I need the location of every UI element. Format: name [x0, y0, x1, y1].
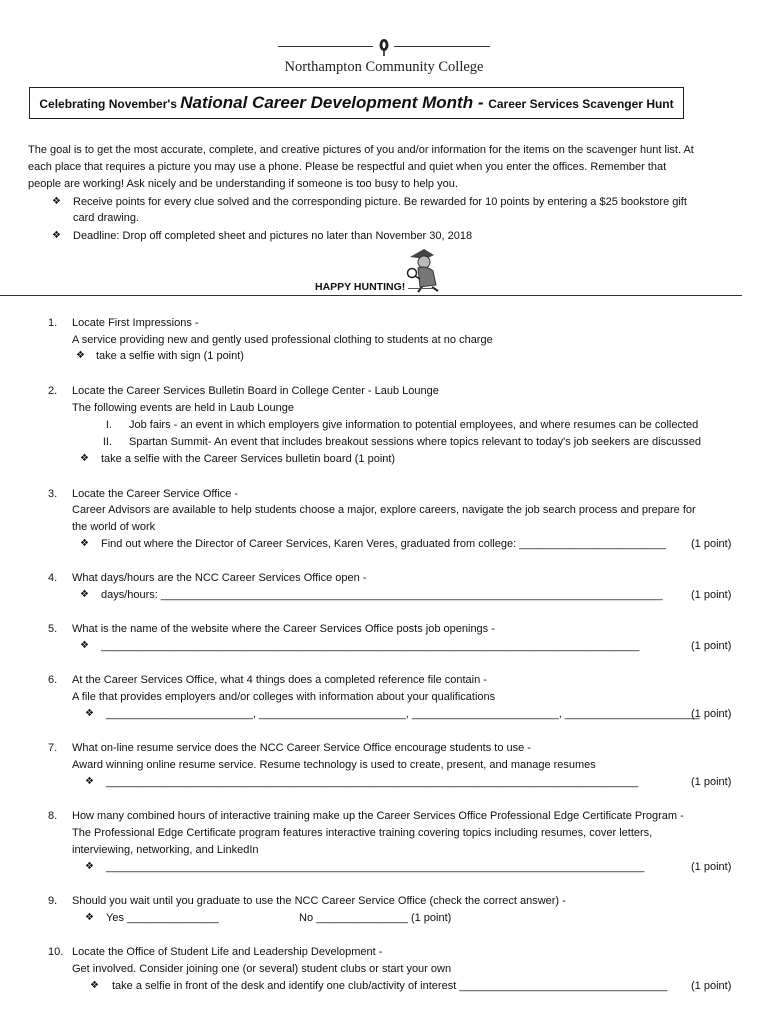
- item-title: What days/hours are the NCC Career Services Office open -: [72, 572, 367, 584]
- diamond-bullet-icon: ❖: [52, 196, 61, 207]
- intro-line: people are working! Ask nicely and be understanding if someone is too busy to help you.: [28, 178, 458, 190]
- item-task: take a selfie with the Career Services bulletin board (1 point): [101, 453, 396, 465]
- answer-blank[interactable]: ________________________________________________________________________________________: [106, 861, 645, 873]
- item-number: 5.: [48, 623, 58, 635]
- item-description-cont: the world of work: [72, 521, 156, 533]
- item-description: A service providing new and gently used professional clothing to students at no charge: [72, 334, 493, 346]
- diamond-bullet-icon: ❖: [76, 350, 85, 361]
- item-title: How many combined hours of interactive training make up the Career Services Office Professional Edge Certificate Program -: [72, 810, 684, 822]
- item-number: 1.: [48, 317, 58, 329]
- item-title: Locate the Career Service Office -: [72, 488, 239, 500]
- rules-points-text: Receive points for every clue solved and the corresponding picture. Be rewarded for 10 points by entering a $25 bookstore gift: [73, 196, 687, 208]
- item-description: Career Advisors are available to help students choose a major, explore careers, navigate the job search process and prepare for: [72, 504, 696, 516]
- diamond-bullet-icon: ❖: [85, 776, 94, 787]
- item-task: take a selfie with sign (1 point): [96, 350, 244, 362]
- college-logo: [276, 34, 492, 78]
- item-number: 2.: [48, 385, 58, 397]
- item-description: The Professional Edge Certificate program features interactive training covering topics including resumes, cover letters,: [72, 827, 653, 839]
- title-emphasis: National Career Development Month -: [180, 93, 489, 112]
- sub-item-number: I.: [105, 419, 112, 431]
- rules-points-text-cont: card drawing.: [73, 212, 140, 224]
- intro-line: each place that requires a picture you may use a phone. Please be respectful and quiet when you enter the offices. Remember that: [28, 161, 667, 173]
- points-label: (1 point): [691, 980, 732, 992]
- points-label: (1 point): [691, 640, 732, 652]
- detective-clipart-icon: [400, 243, 450, 293]
- item-description: The following events are held in Laub Lounge: [72, 402, 294, 414]
- deadline-text: Deadline: Drop off completed sheet and pictures no later than November 30, 2018: [73, 230, 473, 242]
- answer-blank[interactable]: Find out where the Director of Career Services, Karen Veres, graduated from college: ________________________: [101, 538, 667, 550]
- item-title: Should you wait until you graduate to use the NCC Career Service Office (check the correct answer) -: [72, 895, 566, 907]
- title-prefix: Celebrating November's: [39, 97, 181, 111]
- item-title: What on-line resume service does the NCC Career Service Office encourage students to use -: [72, 742, 531, 754]
- lamp-emblem-icon: [374, 37, 394, 57]
- answer-blank[interactable]: _______________________________________________________________________________________: [106, 776, 639, 788]
- sub-item-number: II.: [102, 436, 112, 448]
- item-number: 4.: [48, 572, 58, 584]
- item-title: At the Career Services Office, what 4 things does a completed reference file contain -: [72, 674, 487, 686]
- diamond-bullet-icon: ❖: [85, 708, 94, 719]
- item-description: Get involved. Consider joining one (or several) student clubs or start your own: [72, 963, 452, 975]
- item-number: 7.: [48, 742, 58, 754]
- points-label: (1 point): [691, 861, 732, 873]
- points-label: (1 point): [691, 538, 732, 550]
- document-title: [29, 87, 684, 119]
- logo-rule-right: [394, 46, 490, 47]
- answer-blank[interactable]: days/hours: __________________________________________________________________________________: [101, 589, 663, 601]
- item-title: Locate the Office of Student Life and Leadership Development -: [72, 946, 383, 958]
- item-title: Locate the Career Services Bulletin Board in College Center - Laub Lounge: [72, 385, 439, 397]
- intro-line: The goal is to get the most accurate, complete, and creative pictures of you and/or information for the items on the scavenger hunt list. At: [28, 144, 694, 156]
- answer-blank[interactable]: ________________________, ________________________, ________________________, ______________________: [106, 708, 700, 720]
- diamond-bullet-icon: ❖: [80, 640, 89, 651]
- item-number: 3.: [48, 488, 58, 500]
- diamond-bullet-icon: ❖: [85, 861, 94, 872]
- diamond-bullet-icon: ❖: [80, 589, 89, 600]
- diamond-bullet-icon: ❖: [90, 980, 99, 991]
- yes-answer-blank[interactable]: Yes _______________: [106, 912, 219, 924]
- answer-blank[interactable]: ________________________________________________________________________________________: [101, 640, 640, 652]
- happy-hunting-underline: [408, 288, 434, 289]
- points-label: (1 point): [691, 776, 732, 788]
- diamond-bullet-icon: ❖: [85, 912, 94, 923]
- sub-item-text: Job fairs - an event in which employers give information to potential employees, and where resumes can be collected: [129, 419, 699, 431]
- diamond-bullet-icon: ❖: [80, 538, 89, 549]
- sub-item-text: Spartan Summit- An event that includes breakout sessions where topics relevant to today's job seekers are discussed: [129, 436, 701, 448]
- title-suffix: Career Services Scavenger Hunt: [488, 97, 674, 111]
- item-number: 9.: [48, 895, 58, 907]
- college-name: Northampton Community College: [284, 59, 484, 75]
- happy-hunting-heading: HAPPY HUNTING!: [315, 281, 406, 293]
- points-label: (1 point): [691, 708, 732, 720]
- item-description: A file that provides employers and/or colleges with information about your qualifications: [72, 691, 496, 703]
- diamond-bullet-icon: ❖: [80, 453, 89, 464]
- item-title: What is the name of the website where the Career Services Office posts job openings -: [72, 623, 495, 635]
- item-title: Locate First Impressions -: [72, 317, 199, 329]
- item-description: Award winning online resume service. Resume technology is used to create, present, and manage resumes: [72, 759, 596, 771]
- logo-rule-left: [278, 46, 373, 47]
- section-divider: [0, 295, 742, 296]
- item-description-cont: interviewing, networking, and LinkedIn: [72, 844, 259, 856]
- item-number: 8.: [48, 810, 58, 822]
- item-number: 10.: [48, 946, 64, 958]
- diamond-bullet-icon: ❖: [52, 230, 61, 241]
- no-answer-blank[interactable]: No _______________ (1 point): [299, 912, 452, 924]
- points-label: (1 point): [691, 589, 732, 601]
- item-number: 6.: [48, 674, 58, 686]
- answer-blank[interactable]: take a selfie in front of the desk and identify one club/activity of interest __________________________________: [112, 980, 668, 992]
